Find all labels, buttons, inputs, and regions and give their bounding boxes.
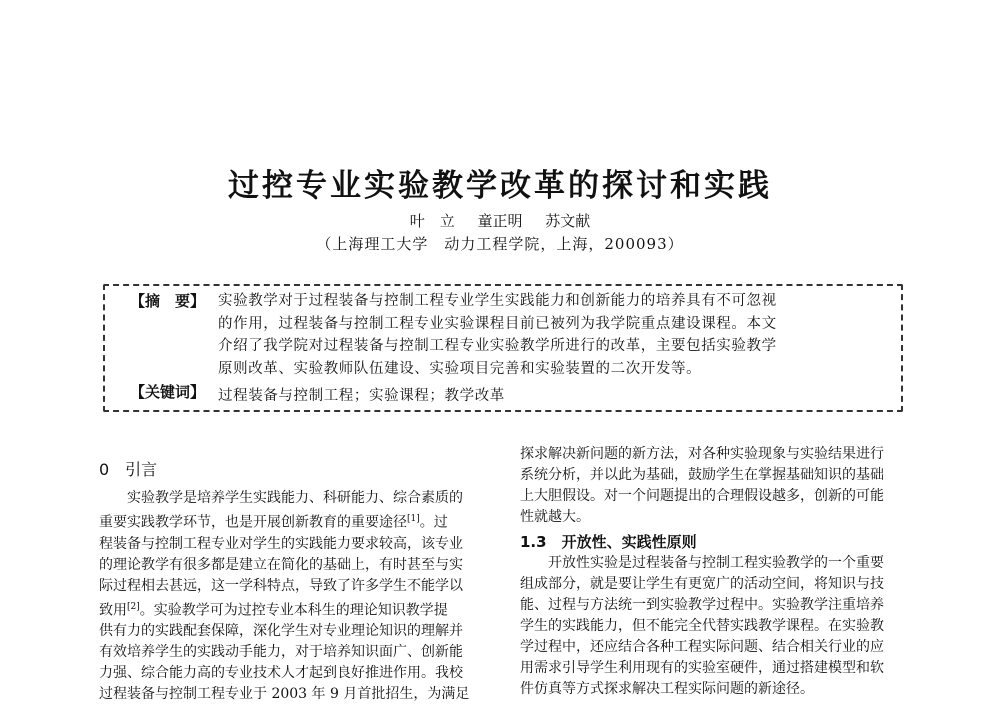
- body-line: 开放性实验是过程装备与控制工程实验教学的一个重要: [520, 555, 884, 571]
- body-line: 学过程中，还应结合各种工程实际问题、结合相关行业的应: [520, 639, 884, 655]
- body-line: 能、过程与方法统一到实验教学过程中。实验教学注重培养: [520, 597, 884, 613]
- body-line: 实验教学是培养学生实践能力、科研能力、综合素质的: [99, 490, 463, 506]
- body-line: 程装备与控制工程专业对学生的实践能力要求较高，该专业: [99, 535, 463, 552]
- keywords-label: 【关键词】: [130, 383, 206, 401]
- body-line: 件仿真等方式探求解决工程实际问题的新途径。: [520, 681, 814, 697]
- body-line: 上大胆假设。对一个问题提出的合理假设越多，创新的可能: [520, 488, 884, 504]
- abstract-line: 实验教学对于过程装备与控制工程专业学生实践能力和创新能力的培养具有不可忽视: [218, 293, 777, 309]
- body-line: 力强、综合能力高的专业技术人才起到良好推进作用。我校: [99, 665, 463, 682]
- body-line: 重要实践教学环节，也是开展创新教育的重要途径[1]。过: [99, 514, 448, 531]
- paper-title: 过控专业实验教学改革的探讨和实践: [228, 168, 772, 204]
- abstract-text: [218, 290, 878, 380]
- abstract-label: 【摘 要】: [130, 292, 206, 310]
- affiliation: （上海理工大学 动力工程学院，上海，200093）: [316, 235, 684, 253]
- body-line: 的理论教学有很多都是建立在简化的基础上，有时甚至与实: [99, 556, 463, 573]
- body-line: 致用[2]。实验教学可为过控专业本科生的理论知识教学提: [99, 601, 448, 619]
- author-name: 苏文献: [545, 212, 591, 230]
- right-column-body-bottom: [520, 553, 915, 700]
- author-name: 叶 立: [409, 212, 455, 230]
- body-line: 有效培养学生的实践动手能力，对于培养知识面广、创新能: [99, 644, 463, 661]
- section-heading-open-practice: 1.3 开放性、实践性原则: [520, 533, 697, 551]
- body-line: 用需求引导学生利用现有的实验室硬件，通过搭建模型和软: [520, 660, 884, 676]
- body-line: 际过程相去甚远，这一学科特点，导致了许多学生不能学以: [99, 577, 463, 594]
- body-line: 过程装备与控制工程专业于 2003 年 9 月首批招生，为满足: [99, 686, 470, 703]
- abstract-line: 原则改革、实验教师队伍建设、实验项目完善和实验装置的二次开发等。: [218, 360, 702, 377]
- author-name: 童正明: [477, 212, 523, 230]
- body-line: 系统分析，并以此为基础，鼓励学生在掌握基础知识的基础: [520, 467, 884, 483]
- author-list: [0, 210, 1000, 231]
- body-line: 性就越大。: [520, 509, 590, 525]
- section-heading-introduction: 0 引言: [99, 460, 158, 479]
- keywords-text: 过程装备与控制工程；实验课程；教学改革: [218, 388, 505, 404]
- abstract-line: 介绍了我学院对过程装备与控制工程专业实验教学所进行的改革，主要包括实验教学: [218, 338, 777, 354]
- left-column-body: [99, 488, 494, 705]
- body-line: 组成部分，就是要让学生有更宽广的活动空间，将知识与技: [520, 576, 884, 592]
- body-line: 探求解决新问题的新方法，对各种实验现象与实验结果进行: [520, 446, 884, 462]
- abstract-line: 的作用，过程装备与控制工程专业实验课程目前已被列为我学院重点建设课程。本文: [218, 315, 777, 332]
- body-line: 学生的实践能力，但不能完全代替实践教学课程。在实验教: [520, 618, 884, 634]
- right-column-body-top: [520, 444, 915, 528]
- body-line: 供有力的实践配套保障，深化学生对专业理论知识的理解并: [99, 623, 463, 640]
